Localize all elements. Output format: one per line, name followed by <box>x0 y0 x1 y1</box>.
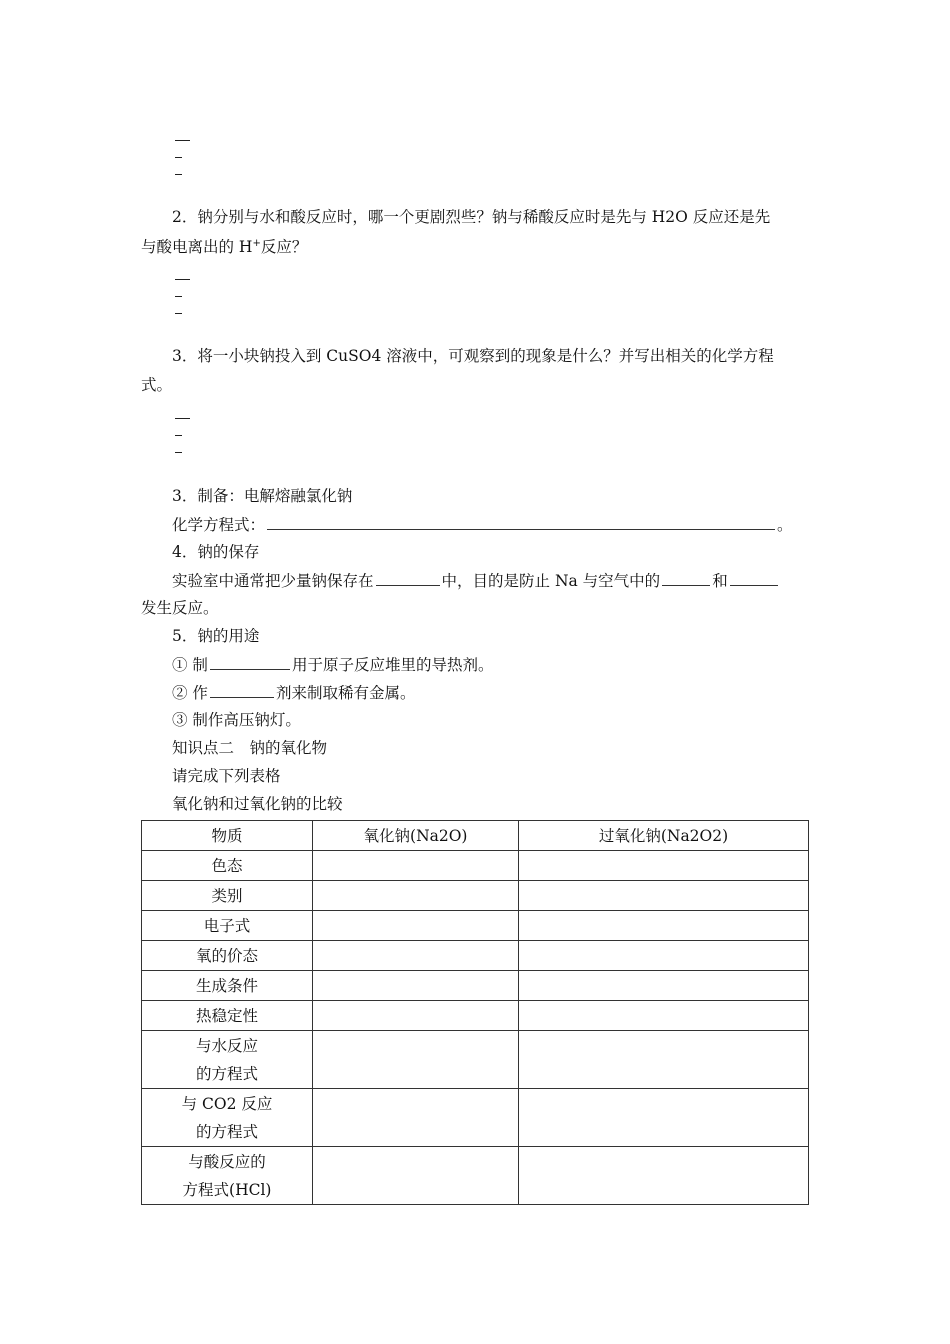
table-row <box>142 881 809 911</box>
row-label: 电子式 <box>142 911 313 941</box>
question-3-line-2: 式。 <box>141 376 173 394</box>
row-label: 与酸反应的 方程式(HCl) <box>142 1147 313 1205</box>
row-label: 氧的价态 <box>142 941 313 971</box>
answer-line <box>175 313 182 314</box>
prep-equation: 化学方程式： 。 <box>172 516 793 534</box>
row-label: 生成条件 <box>142 971 313 1001</box>
answer-cell[interactable] <box>313 941 519 971</box>
answer-line <box>175 157 182 158</box>
storage-line-2: 发生反应。 <box>141 599 219 617</box>
table-row <box>142 1031 809 1089</box>
table-header-row <box>142 821 809 851</box>
row-label: 热稳定性 <box>142 1001 313 1031</box>
answer-cell[interactable] <box>313 1147 519 1205</box>
table-row <box>142 911 809 941</box>
prep-heading: 3．制备：电解熔融氯化钠 <box>172 487 353 505</box>
answer-cell[interactable] <box>519 1147 809 1205</box>
fill-blank[interactable] <box>210 682 274 698</box>
question-3-line-1: 3．将一小块钠投入到 CuSO4 溶液中，可观察到的现象是什么？并写出相关的化学方程 <box>172 347 774 365</box>
table-row <box>142 851 809 881</box>
question-2-line-2: 与酸电离出的 H+反应？ <box>141 237 308 256</box>
fill-blank[interactable] <box>662 570 710 586</box>
question-2-line-1: 2．钠分别与水和酸反应时，哪一个更剧烈些？钠与稀酸反应时是先与 H2O 反应还是先 <box>172 208 771 226</box>
answer-cell[interactable] <box>313 851 519 881</box>
answer-cell[interactable] <box>313 1001 519 1031</box>
fill-blank[interactable] <box>267 514 775 530</box>
answer-line <box>175 296 182 297</box>
answer-cell[interactable] <box>313 881 519 911</box>
table-row <box>142 971 809 1001</box>
answer-cell[interactable] <box>519 1001 809 1031</box>
answer-cell[interactable] <box>519 881 809 911</box>
answer-line <box>175 452 182 453</box>
uses-item-1: ① 制 用于原子反应堆里的导热剂。 <box>172 656 494 674</box>
row-label: 类别 <box>142 881 313 911</box>
storage-line-1: 实验室中通常把少量钠保存在 中，目的是防止 Na 与空气中的 和 <box>172 570 780 591</box>
uses-item-3: ③ 制作高压钠灯。 <box>172 711 301 729</box>
row-label: 与水反应 的方程式 <box>142 1031 313 1089</box>
fill-blank[interactable] <box>376 570 440 586</box>
table-row <box>142 1001 809 1031</box>
fill-blank[interactable] <box>730 570 778 586</box>
table-row <box>142 941 809 971</box>
answer-cell[interactable] <box>519 1089 809 1147</box>
answer-line <box>175 418 190 419</box>
table-caption: 氧化钠和过氧化钠的比较 <box>172 795 343 813</box>
section-instruction: 请完成下列表格 <box>172 767 281 785</box>
answer-cell[interactable] <box>313 1031 519 1089</box>
table-row <box>142 1147 809 1205</box>
row-label: 与 CO2 反应 的方程式 <box>142 1089 313 1147</box>
header-cell: 过氧化钠(Na2O2) <box>519 821 809 851</box>
answer-cell[interactable] <box>313 911 519 941</box>
answer-cell[interactable] <box>519 941 809 971</box>
storage-heading: 4．钠的保存 <box>172 543 260 561</box>
answer-cell[interactable] <box>519 971 809 1001</box>
answer-cell[interactable] <box>313 971 519 1001</box>
answer-line <box>175 279 190 280</box>
answer-cell[interactable] <box>519 851 809 881</box>
uses-item-2: ② 作 剂来制取稀有金属。 <box>172 684 416 702</box>
header-cell: 氧化钠(Na2O) <box>313 821 519 851</box>
header-cell: 物质 <box>142 821 313 851</box>
answer-cell[interactable] <box>519 911 809 941</box>
comparison-table <box>141 820 809 1205</box>
answer-line <box>175 140 190 141</box>
fill-blank[interactable] <box>210 654 290 670</box>
row-label: 色态 <box>142 851 313 881</box>
answer-cell[interactable] <box>519 1031 809 1089</box>
answer-cell[interactable] <box>313 1089 519 1147</box>
uses-heading: 5．钠的用途 <box>172 627 260 645</box>
table-row <box>142 1089 809 1147</box>
section-title: 知识点二 钠的氧化物 <box>172 739 328 757</box>
answer-line <box>175 174 182 175</box>
answer-line <box>175 435 182 436</box>
